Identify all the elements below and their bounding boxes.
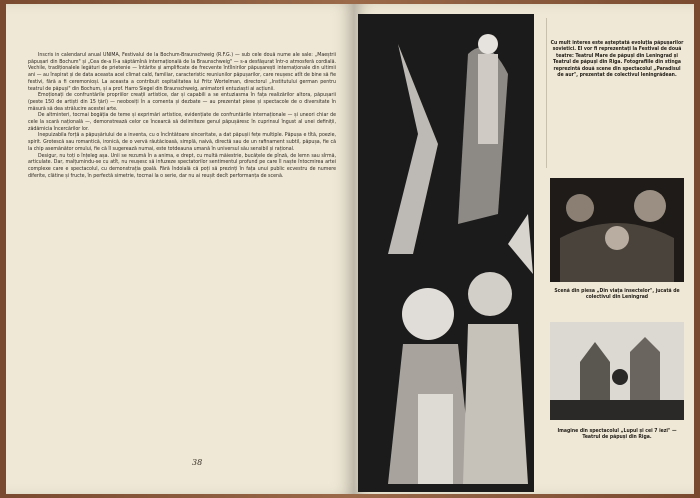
right-page	[354, 4, 694, 494]
article-text	[28, 52, 336, 179]
paragraph: Inepuizabila forță a păpușăriului de a inventa, cu o încîntătoare sinceritate, a dat păpușii fețe multiple. Păpușa e tîtă, poezie, spirit. Grotescă sau romantică, ironică, de o vervă răutăcioasă, simplă, naivă, directă sau de un rafinament subtil, păpușa, fie că la chip asemănător omului, fie că îl sugerează numai, este totdeauna umană în universul său sensibil și rațional.	[28, 132, 336, 152]
left-page	[6, 4, 354, 494]
caption-top: Cu mult interes este așteptată evoluția păpușarilor sovietici. El vor fi reprezentați la Festival de două teatre: Teatrul Mare de păpuși din Leningrad și Teatrul de păpuși din Riga. Fotografiile din stînga reprezintă două scene din spectacolul „Paradisul de aur", prezentat de colectivul leningrădean.	[550, 40, 684, 79]
puppet-photo-low	[550, 322, 684, 420]
caption-low: Imagine din spectacolul „Lupul și cei 7 iezi" — Teatrul de păpuși din Riga.	[557, 428, 677, 441]
puppet-illustration	[358, 14, 534, 492]
caption-mid: Scenă din piesa „Din viața insectelor", jucată de colectivul din Leningrad	[554, 288, 680, 301]
paragraph: Emoționați de confruntările propriilor creații artistice, dar și capabili a se entuziasma în fața realizărilor altora, păpușarii (peste 150 de artiști din 15 țări) — neobosiți în a comenta și dezbate — au prezentat piese și spectacole de o diversitate în măsură să dea strălucire acestei arte.	[28, 92, 336, 112]
divider	[546, 18, 547, 168]
puppet-scene-illustration	[550, 178, 684, 282]
wolf-scene-illustration	[550, 322, 684, 420]
page-number: 38	[192, 458, 203, 467]
paragraph: De altminteri, tocmai bogăția de teme și exprimări artistice, evidențiate de confruntările internaționale — și uneori chiar de cele la scară națională —, demonstrează celor ce încearcă să delimiteze genul păpușăresc în cuprinsul îngust al unei definiții, zădărnicia încercărilor lor.	[28, 112, 336, 132]
puppet-photo-main	[358, 14, 534, 492]
puppet-photo-mid	[550, 178, 684, 282]
paragraph: Inscris in calendarul anual UNIMA, Festivalul de la Bochum-Braunschweig (R.F.G.) — sub cele două nume ale sale: „Maeștrii păpușari din Bochum" și „Cea de-a II-a săptămînă internațională de la Braunschweig" — s-a desfășurat într-o atmosferă cordială. Vechile, tradiționalele legături de prietenie — întărite și amplificate de frecvente întîlnirilor păpușarești internaționale din ultimii ani — au înspirat și de data aceasta acel climat cald, familiar, caracteristic reuniunilor păpușarilor, care reușesc atît de bine să fie festivi, fără a fi ceremonioși. La aceasta a contribuit ospitalitatea lui Fritz Wortelman, directorul „Institutului german pentru teatrul de păpuși" din Bochum, și a prof. Harro Siegel din Braunschweig, animatorii entuziaști ai acțiunii.	[28, 52, 336, 92]
paragraph: Desigur, nu toți o înțeleg așa. Unii se rezumă în a anima, e drept, cu multă măiestrie, bucățele de pînză, de lemn sau sîrmă, articulate. Dar, malțumindu-se cu atît, nu reușesc să infuzeze spectatorilor sentimentul profund pe care îl naște întocmirea artei complexe care e spectacolul, cu demonstrația goală. Fără îndoială că poți să prezinți în fața unui public ecvestru de numere diferite, clătine și fructe, în perfectă simetrie, tocmai la o serie, dar nu ai reușit decît performanța de scenă.	[28, 152, 336, 179]
